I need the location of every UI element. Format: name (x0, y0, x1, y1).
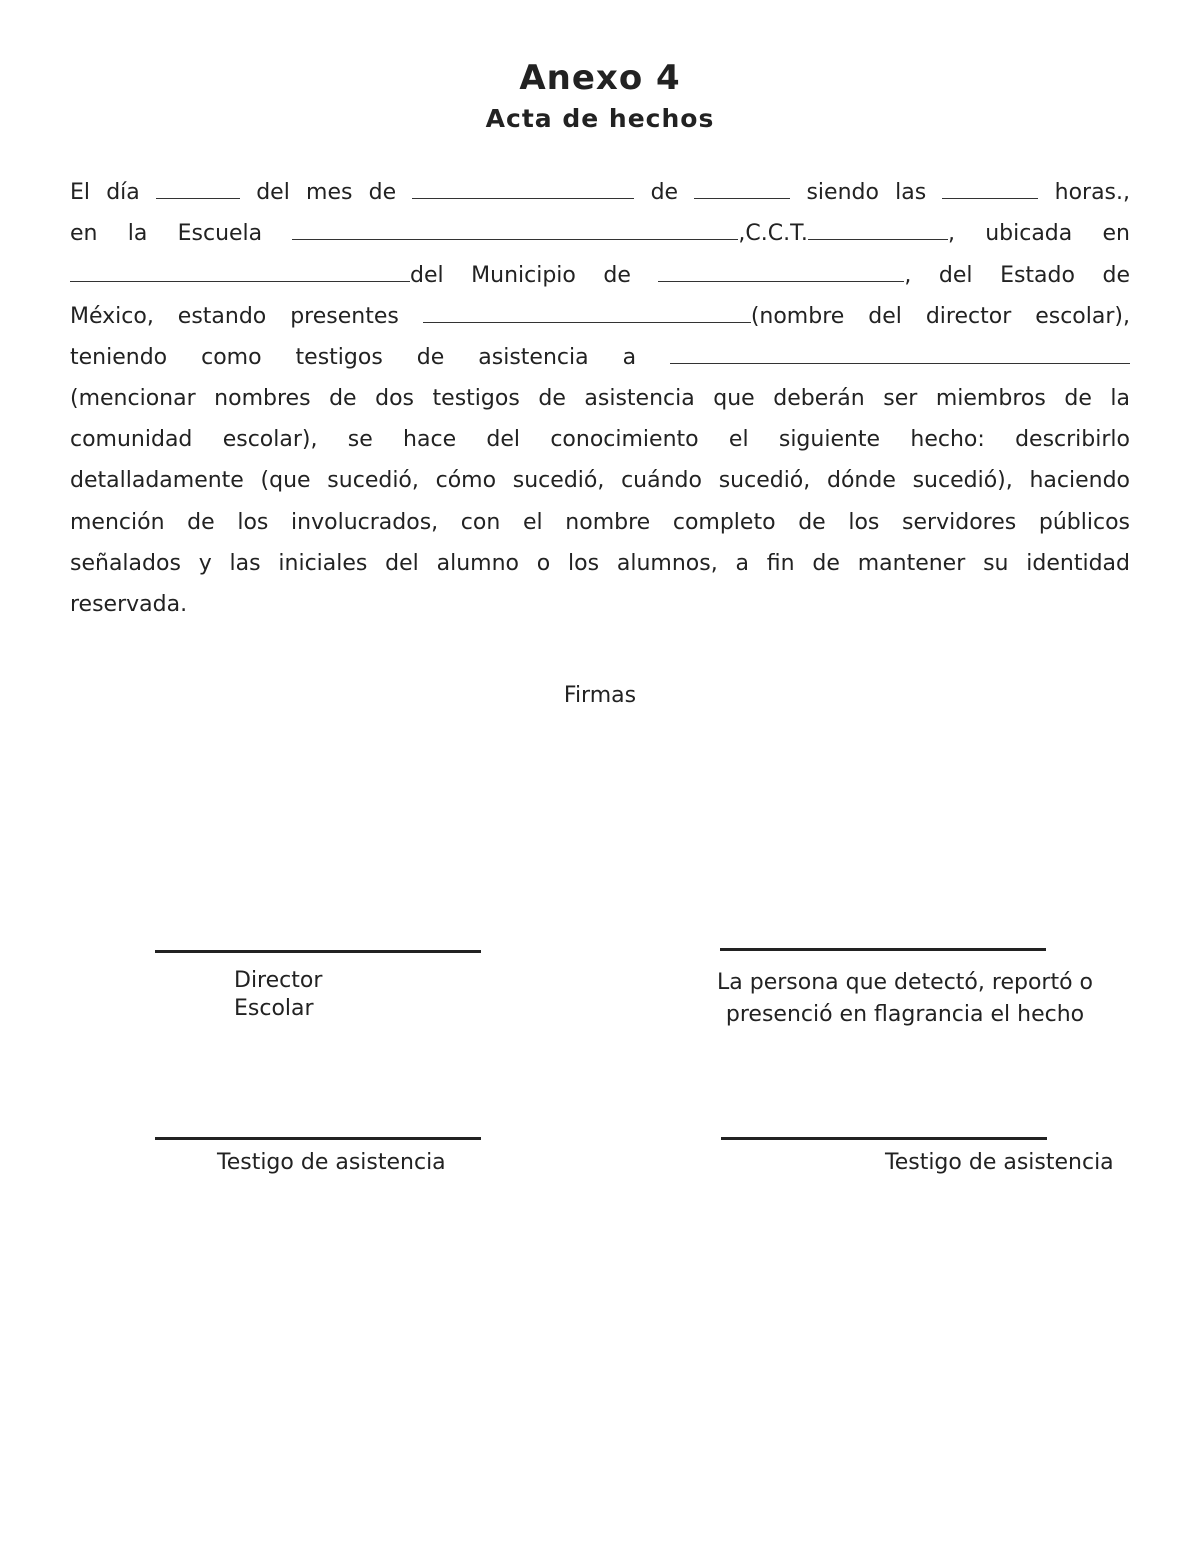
municipality-group (658, 263, 911, 288)
location-group (70, 263, 444, 288)
text-segment: de (1102, 263, 1130, 288)
text-segment: las (895, 180, 927, 205)
text-segment: Estado (1000, 263, 1075, 288)
location-blank[interactable] (70, 261, 410, 282)
reporter-label (640, 967, 1170, 1031)
text-segment: (nombre del director escolar), (750, 304, 1130, 329)
body-line-9: mención de los involucrados, con el nombre completo de los servidores públicos (70, 510, 1130, 535)
body-line-3 (70, 261, 1130, 291)
text-segment: Escuela (177, 221, 263, 246)
body-line-10: señalados y las iniciales del alumno o los alumnos, a fin de mantener su identidad (70, 551, 1130, 576)
text-segment: , (904, 263, 912, 288)
text-segment: teniendo (70, 345, 168, 370)
document-subtitle: Acta de hechos (485, 104, 715, 133)
municipality-blank[interactable] (658, 261, 904, 282)
body-line-2 (70, 219, 1130, 249)
text-segment: siendo (806, 180, 879, 205)
director-label-line2: Escolar (234, 996, 314, 1021)
text-segment: a (622, 345, 637, 370)
body-line-8: detalladamente (que sucedió, cómo sucedió, cuándo sucedió, dónde sucedió), haciendo (70, 468, 1130, 493)
school-blank[interactable] (292, 219, 738, 240)
reporter-label-line2: presenció en flagrancia el hecho (725, 1002, 1085, 1027)
school-group (292, 221, 955, 246)
document-title: Anexo 4 (519, 58, 681, 98)
witness-left-signature-line[interactable] (155, 1137, 481, 1140)
month-blank[interactable] (412, 178, 634, 199)
text-segment: mes (306, 180, 353, 205)
body-line-5 (70, 343, 1130, 373)
text-segment: , (947, 221, 955, 246)
text-segment: ubicada (985, 221, 1073, 246)
body-line-4 (70, 302, 1130, 332)
body-line-6: (mencionar nombres de dos testigos de asistencia que deberán ser miembros de la (70, 386, 1130, 411)
body-line-1 (70, 178, 1130, 208)
cct-blank[interactable] (808, 219, 948, 240)
text-segment: del (410, 263, 444, 288)
text-segment: como (201, 345, 262, 370)
witnesses-blank[interactable] (670, 343, 1130, 364)
text-segment: ,C.C.T. (738, 221, 808, 246)
text-segment: horas., (1054, 180, 1131, 205)
body-line-7: comunidad escolar), se hace del conocimiento el siguiente hecho: describirlo (70, 427, 1130, 452)
text-segment: del (256, 180, 290, 205)
director-group (423, 304, 1130, 329)
text-segment: de (416, 345, 445, 370)
director-label (234, 967, 322, 1023)
witness-right-label: Testigo de asistencia (885, 1150, 1114, 1175)
text-segment: Municipio (471, 263, 576, 288)
reporter-label-line1: La persona que detectó, reportó o (717, 970, 1093, 995)
hour-blank[interactable] (942, 178, 1038, 199)
text-segment: en (1102, 221, 1130, 246)
witness-left-label: Testigo de asistencia (217, 1150, 446, 1175)
signatures-heading: Firmas (563, 683, 637, 708)
text-segment: de (368, 180, 397, 205)
text-segment: El día (70, 180, 140, 205)
day-blank[interactable] (156, 178, 240, 199)
text-segment: México, estando presentes (70, 304, 399, 329)
text-segment: de (650, 180, 679, 205)
director-signature-line[interactable] (155, 950, 481, 953)
text-segment: del (938, 263, 973, 288)
text-segment: la (127, 221, 148, 246)
text-segment: asistencia (478, 345, 589, 370)
text-segment: de (603, 263, 631, 288)
witness-right-signature-line[interactable] (721, 1137, 1047, 1140)
year-blank[interactable] (694, 178, 790, 199)
director-blank[interactable] (423, 302, 751, 323)
reporter-signature-line[interactable] (720, 948, 1046, 951)
director-label-line1: Director (234, 968, 323, 993)
text-segment: en (70, 221, 98, 246)
body-line-11: reservada. (70, 592, 188, 617)
text-segment: testigos (295, 345, 383, 370)
